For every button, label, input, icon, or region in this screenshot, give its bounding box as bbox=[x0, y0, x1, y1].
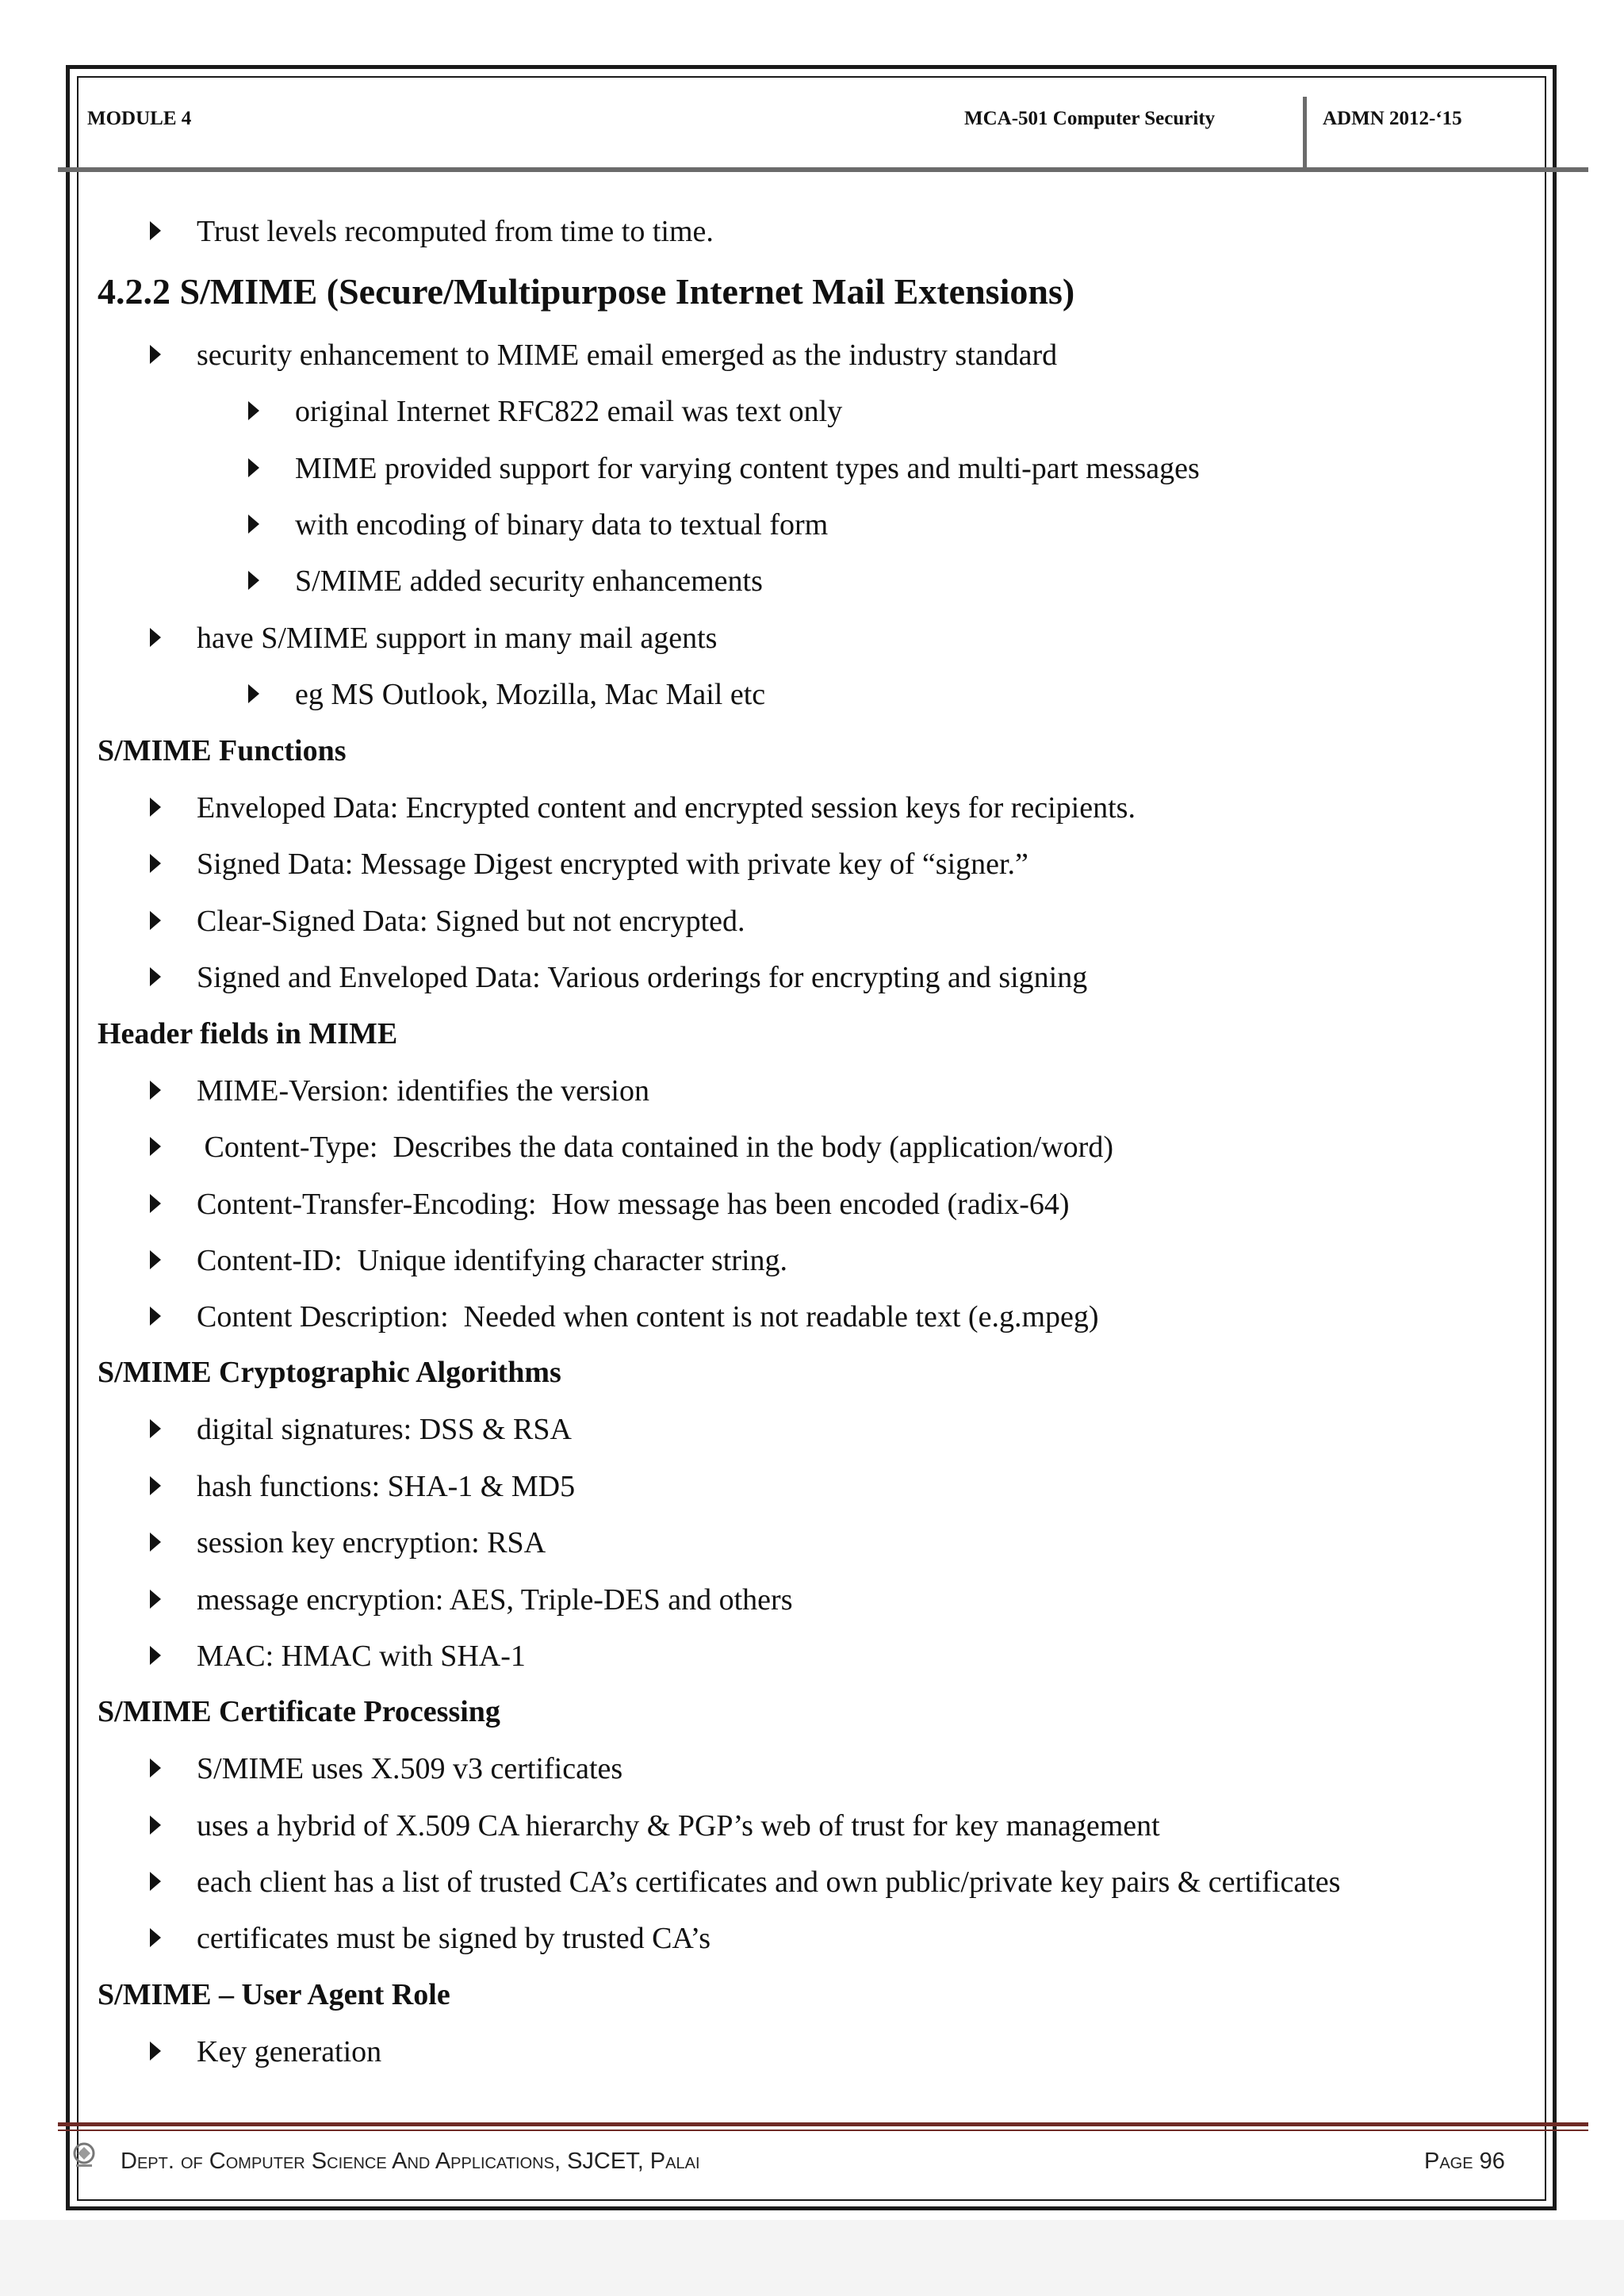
list-item: have S/MIME support in many mail agents bbox=[197, 622, 718, 655]
header-fields-heading: Header fields in MIME bbox=[98, 1017, 398, 1050]
list-item: each client has a list of trusted CA’s certificates and own public/private key pairs & certificates bbox=[197, 1866, 1341, 1899]
right-triangle-icon bbox=[150, 1590, 161, 1609]
right-triangle-icon bbox=[248, 401, 259, 420]
list-item: Content-ID: Unique identifying character string. bbox=[197, 1244, 788, 1277]
list-item: certificates must be signed by trusted CA’s bbox=[197, 1922, 710, 1955]
header-divider bbox=[1303, 97, 1307, 170]
sub-list-item: MIME provided support for varying content types and multi-part messages bbox=[295, 452, 1200, 485]
page-background-shade bbox=[0, 2220, 1624, 2296]
intro-bullet-text: Trust levels recomputed from time to time. bbox=[197, 215, 714, 248]
list-item: session key encryption: RSA bbox=[197, 1526, 546, 1559]
right-triangle-icon bbox=[150, 967, 161, 986]
right-triangle-icon bbox=[248, 458, 259, 477]
list-item: hash functions: SHA-1 & MD5 bbox=[197, 1470, 576, 1503]
right-triangle-icon bbox=[150, 345, 161, 364]
right-triangle-icon bbox=[150, 1419, 161, 1438]
right-triangle-icon bbox=[248, 515, 259, 534]
college-logo-icon bbox=[70, 2141, 98, 2169]
right-triangle-icon bbox=[150, 1081, 161, 1100]
cert-heading: S/MIME Certificate Processing bbox=[98, 1695, 500, 1728]
list-item: message encryption: AES, Triple-DES and others bbox=[197, 1583, 793, 1617]
list-item: digital signatures: DSS & RSA bbox=[197, 1413, 572, 1446]
right-triangle-icon bbox=[150, 1872, 161, 1891]
right-triangle-icon bbox=[150, 854, 161, 873]
right-triangle-icon bbox=[150, 221, 161, 240]
right-triangle-icon bbox=[150, 1758, 161, 1777]
right-triangle-icon bbox=[150, 1476, 161, 1495]
right-triangle-icon bbox=[150, 1928, 161, 1947]
list-item: Signed Data: Message Digest encrypted with private key of “signer.” bbox=[197, 848, 1028, 881]
right-triangle-icon bbox=[150, 1137, 161, 1156]
right-triangle-icon bbox=[248, 684, 259, 703]
footer-page-number: Page 96 bbox=[1424, 2149, 1505, 2174]
right-triangle-icon bbox=[150, 1194, 161, 1213]
sub-list-item: eg MS Outlook, Mozilla, Mac Mail etc bbox=[295, 678, 766, 711]
header-module: MODULE 4 bbox=[87, 108, 192, 129]
list-item: MAC: HMAC with SHA-1 bbox=[197, 1640, 526, 1673]
list-item: security enhancement to MIME email emerged as the industry standard bbox=[197, 339, 1058, 372]
list-item: Content-Transfer-Encoding: How message has been encoded (radix-64) bbox=[197, 1188, 1070, 1221]
footer-rule-thin bbox=[58, 2130, 1588, 2131]
list-item: Content Description: Needed when content is not readable text (e.g.mpeg) bbox=[197, 1300, 1099, 1334]
right-triangle-icon bbox=[150, 2042, 161, 2061]
right-triangle-icon bbox=[150, 1533, 161, 1552]
list-item: S/MIME uses X.509 v3 certificates bbox=[197, 1752, 623, 1785]
sub-list-item: S/MIME added security enhancements bbox=[295, 564, 763, 598]
right-triangle-icon bbox=[150, 1816, 161, 1835]
footer-rule bbox=[58, 2122, 1588, 2126]
sub-list-item: with encoding of binary data to textual form bbox=[295, 508, 829, 541]
header-admn: ADMN 2012-‘15 bbox=[1323, 108, 1462, 129]
list-item: Content-Type: Describes the data contained in the body (application/word) bbox=[197, 1131, 1113, 1164]
list-item: Signed and Enveloped Data: Various orderings for encrypting and signing bbox=[197, 961, 1088, 994]
list-item: uses a hybrid of X.509 CA hierarchy & PGP’s web of trust for key management bbox=[197, 1809, 1160, 1843]
section-heading: 4.2.2 S/MIME (Secure/Multipurpose Internet Mail Extensions) bbox=[98, 271, 1075, 312]
list-item: Key generation bbox=[197, 2035, 382, 2068]
sub-list-item: original Internet RFC822 email was text only bbox=[295, 395, 843, 428]
list-item: Clear-Signed Data: Signed but not encrypted. bbox=[197, 905, 745, 938]
header-course: MCA-501 Computer Security bbox=[964, 108, 1216, 129]
right-triangle-icon bbox=[150, 628, 161, 647]
functions-heading: S/MIME Functions bbox=[98, 734, 347, 767]
right-triangle-icon bbox=[150, 1646, 161, 1665]
right-triangle-icon bbox=[150, 1307, 161, 1326]
list-item: MIME-Version: identifies the version bbox=[197, 1074, 649, 1108]
list-item: Enveloped Data: Encrypted content and encrypted session keys for recipients. bbox=[197, 791, 1136, 825]
right-triangle-icon bbox=[248, 571, 259, 590]
right-triangle-icon bbox=[150, 1250, 161, 1269]
header-rule bbox=[58, 167, 1588, 172]
agent-heading: S/MIME – User Agent Role bbox=[98, 1978, 450, 2011]
crypto-heading: S/MIME Cryptographic Algorithms bbox=[98, 1356, 561, 1389]
footer-dept: Dept. of Computer Science And Applications, SJCET, Palai bbox=[121, 2149, 700, 2174]
right-triangle-icon bbox=[150, 911, 161, 930]
right-triangle-icon bbox=[150, 798, 161, 817]
